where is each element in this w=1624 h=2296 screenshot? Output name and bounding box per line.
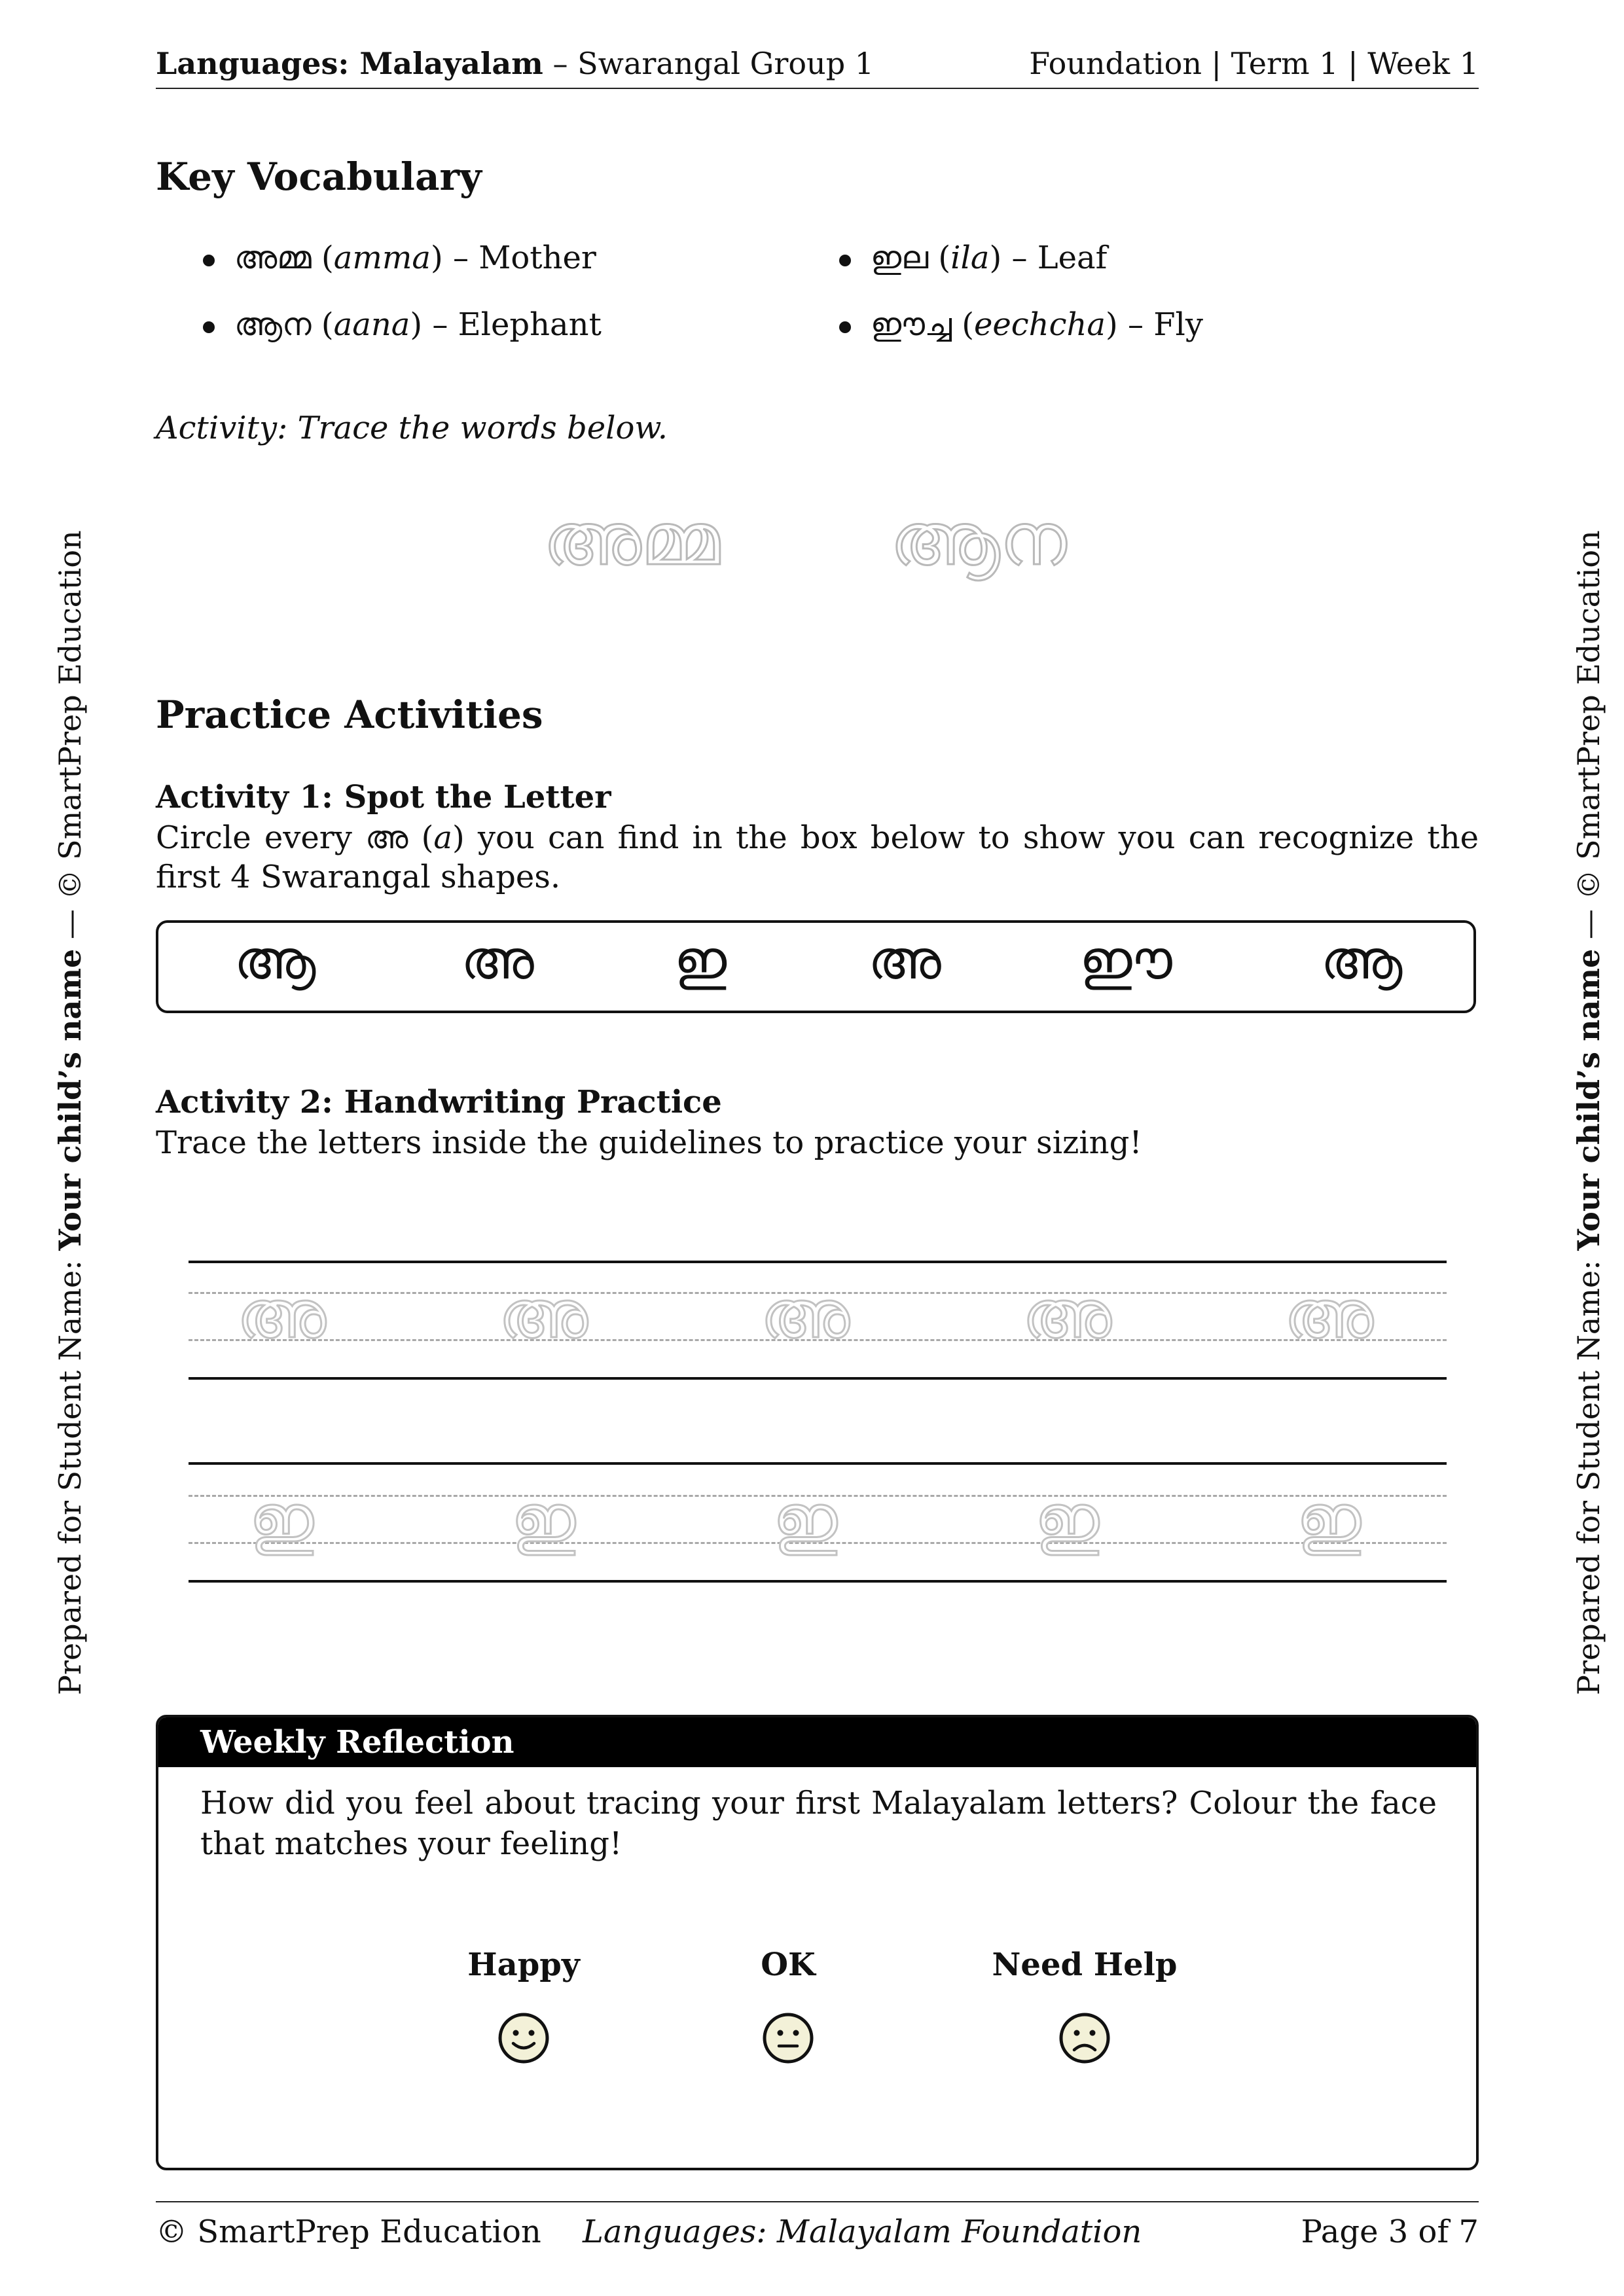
guideline-top [189,1462,1447,1465]
neutral-face-icon[interactable] [762,2012,814,2064]
footer-divider [156,2201,1479,2202]
side-margin-suffix: — © SmartPrep Education [1571,530,1606,949]
bullet-icon [203,255,215,266]
side-margin-student-name: Your child’s name [1571,948,1606,1251]
activity1-title: Activity 1: Spot the Letter [156,779,611,816]
trace-instruction: Activity: Trace the words below. [156,410,668,446]
side-margin-prefix: Prepared for Student Name: [1571,1250,1606,1695]
vocab-translit: eechcha [973,306,1106,343]
header-divider [156,88,1479,89]
trace-word: അമ്മ [543,497,720,581]
vocab-meaning: Elephant [458,306,602,343]
footer-course: Languages: Malayalam Foundation [583,2214,1142,2250]
spot-letter[interactable]: ഇ [674,929,727,992]
header-title [156,46,874,81]
side-margin-suffix: — © SmartPrep Education [52,530,88,949]
footer-copyright: © SmartPrep Education [156,2214,541,2250]
face-label-need-help: Need Help [992,1946,1178,1983]
side-margin-student-name: Your child’s name [52,948,88,1251]
vocab-item: ആന (aana) – Elephant [203,306,602,344]
activity1-target-letter: അ [365,819,408,856]
practice-activities-heading: Practice Activities [156,692,543,737]
trace-letter[interactable]: അ [237,1276,326,1353]
guideline-bottom [189,1377,1447,1380]
vocab-word: ഈച്ച [871,306,952,343]
header-topic: – Swarangal Group 1 [552,46,875,81]
bullet-icon [839,255,851,266]
vocab-word: ആന [234,306,312,343]
spot-letter[interactable]: അ [461,929,534,992]
vocab-item: ഈച്ച (eechcha) – Fly [839,306,1203,344]
spot-letter-box [156,920,1476,1013]
bullet-icon [839,321,851,333]
spot-letter[interactable]: അ [868,929,941,992]
bullet-icon [203,321,215,333]
spot-letter[interactable]: ആ [1320,929,1403,992]
vocab-meaning: Mother [478,240,596,276]
vocab-meaning: Leaf [1037,240,1108,276]
sad-face-icon[interactable] [1058,2012,1111,2064]
reflection-question: How did you feel about tracing your first Malayalam letters? Colour the face that matches your feeling! [200,1785,1437,1862]
vocab-word: അമ്മ [234,240,312,276]
trace-word: ആന [890,497,1067,581]
vocab-translit: ila [950,240,990,276]
activity1-text-after: you can find in the box below to show you can recognize the first 4 Swarangal shapes. [156,819,1479,895]
guideline-bottom [189,1580,1447,1583]
vocab-meaning: Fly [1153,306,1204,343]
key-vocabulary-heading: Key Vocabulary [156,154,482,199]
header-level: Foundation | Term 1 | Week 1 [1029,46,1479,81]
vocab-item: അമ്മ (amma) – Mother [203,240,596,277]
happy-face-icon[interactable] [497,2012,550,2064]
side-margin-right [1571,530,1606,1695]
vocab-item: ഇല (ila) – Leaf [839,240,1107,277]
weekly-reflection-title: Weekly Reflection [158,1717,1476,1767]
guideline-top [189,1261,1447,1263]
header-subject: Languages: Malayalam [156,46,543,81]
activity2-title: Activity 2: Handwriting Practice [156,1084,722,1121]
trace-letter[interactable]: ഇ [511,1480,576,1557]
trace-letter[interactable]: ഇ [1034,1480,1100,1557]
activity1-text-before: Circle every [156,819,366,856]
trace-letter[interactable]: ഇ [772,1480,838,1557]
vocab-translit: amma [333,240,431,276]
activity1-target-translit: a [433,819,452,856]
side-margin-prefix: Prepared for Student Name: [52,1250,88,1695]
trace-letter[interactable]: അ [499,1276,588,1353]
trace-letter[interactable]: അ [1284,1276,1373,1353]
activity2-instructions: Trace the letters inside the guidelines to practice your sizing! [156,1124,1142,1161]
footer-page-number: Page 3 of 7 [1301,2214,1479,2250]
vocab-word: ഇല [871,240,929,276]
vocab-translit: aana [333,306,410,343]
spot-letter[interactable]: ഈ [1079,929,1172,992]
side-margin-left [52,530,88,1695]
trace-letter[interactable]: ഇ [249,1480,314,1557]
trace-letter[interactable]: അ [1022,1276,1111,1353]
weekly-reflection-box [156,1715,1479,2170]
face-label-happy: Happy [467,1946,580,1983]
spot-letter[interactable]: ആ [234,929,316,992]
trace-letter[interactable]: ഇ [1296,1480,1362,1557]
trace-letter[interactable]: അ [761,1276,850,1353]
activity1-instructions: Circle every അ (a) you can find in the box below to show you can recognize the first 4 Swarangal shapes. [156,819,1479,895]
face-label-ok: OK [761,1946,816,1983]
